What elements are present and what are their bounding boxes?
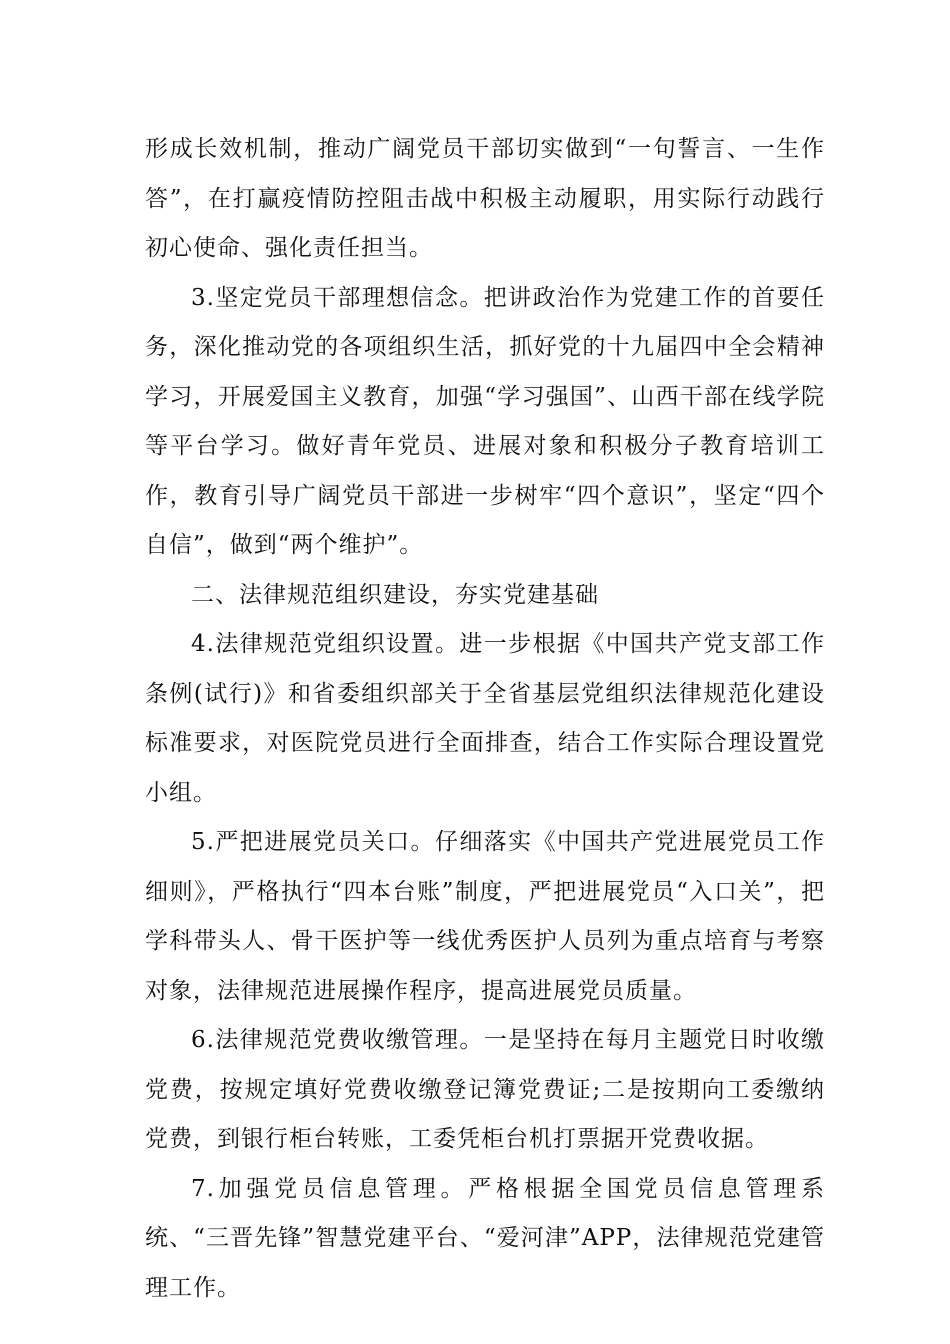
section-heading-2: 二、法律规范组织建设，夯实党建基础 (191, 581, 599, 608)
paragraph-continuation: 形成长效机制，推动广阔党员干部切实做到“一句誓言、一生作答”，在打赢疫情防控阻击战中积极主动履职，用实际行动践行初心使命、强化责任担当。 (145, 136, 825, 261)
document-body (145, 125, 825, 1313)
paragraph-item-6: 6.法律规范党费收缴管理。一是坚持在每月主题党日时收缴党费，按规定填好党费收缴登记簿党费证;二是按期向工委缴纳党费，到银行柜台转账，工委凭柜台机打票据开党费收据。 (145, 1027, 825, 1152)
paragraph-item-5: 5.严把进展党员关口。仔细落实《中国共产党进展党员工作细则》，严格执行“四本台账”制度，严把进展党员“入口关”，把学科带头人、骨干医护等一线优秀医护人员列为重点培育与考察对象，法律规范进展操作程序，提高进展党员质量。 (145, 829, 825, 1004)
paragraph-item-3: 3.坚定党员干部理想信念。把讲政治作为党建工作的首要任务，深化推动党的各项组织生活，抓好党的十九届四中全会精神学习，开展爱国主义教育，加强“学习强国”、山西干部在线学院等平台学习。做好青年党员、进展对象和积极分子教育培训工作，教育引导广阔党员干部进一步树牢“四个意识”，坚定“四个自信”，做到“两个维护”。 (145, 284, 825, 558)
paragraph-item-7: 7.加强党员信息管理。严格根据全国党员信息管理系统、“三晋先锋”智慧党建平台、“爱河津”APP，法律规范党建管理工作。 (145, 1175, 825, 1301)
paragraph-item-4: 4.法律规范党组织设置。进一步根据《中国共产党支部工作条例(试行)》和省委组织部关于全省基层党组织法律规范化建设标准要求，对医院党员进行全面排查，结合工作实际合理设置党小组。 (145, 631, 825, 806)
